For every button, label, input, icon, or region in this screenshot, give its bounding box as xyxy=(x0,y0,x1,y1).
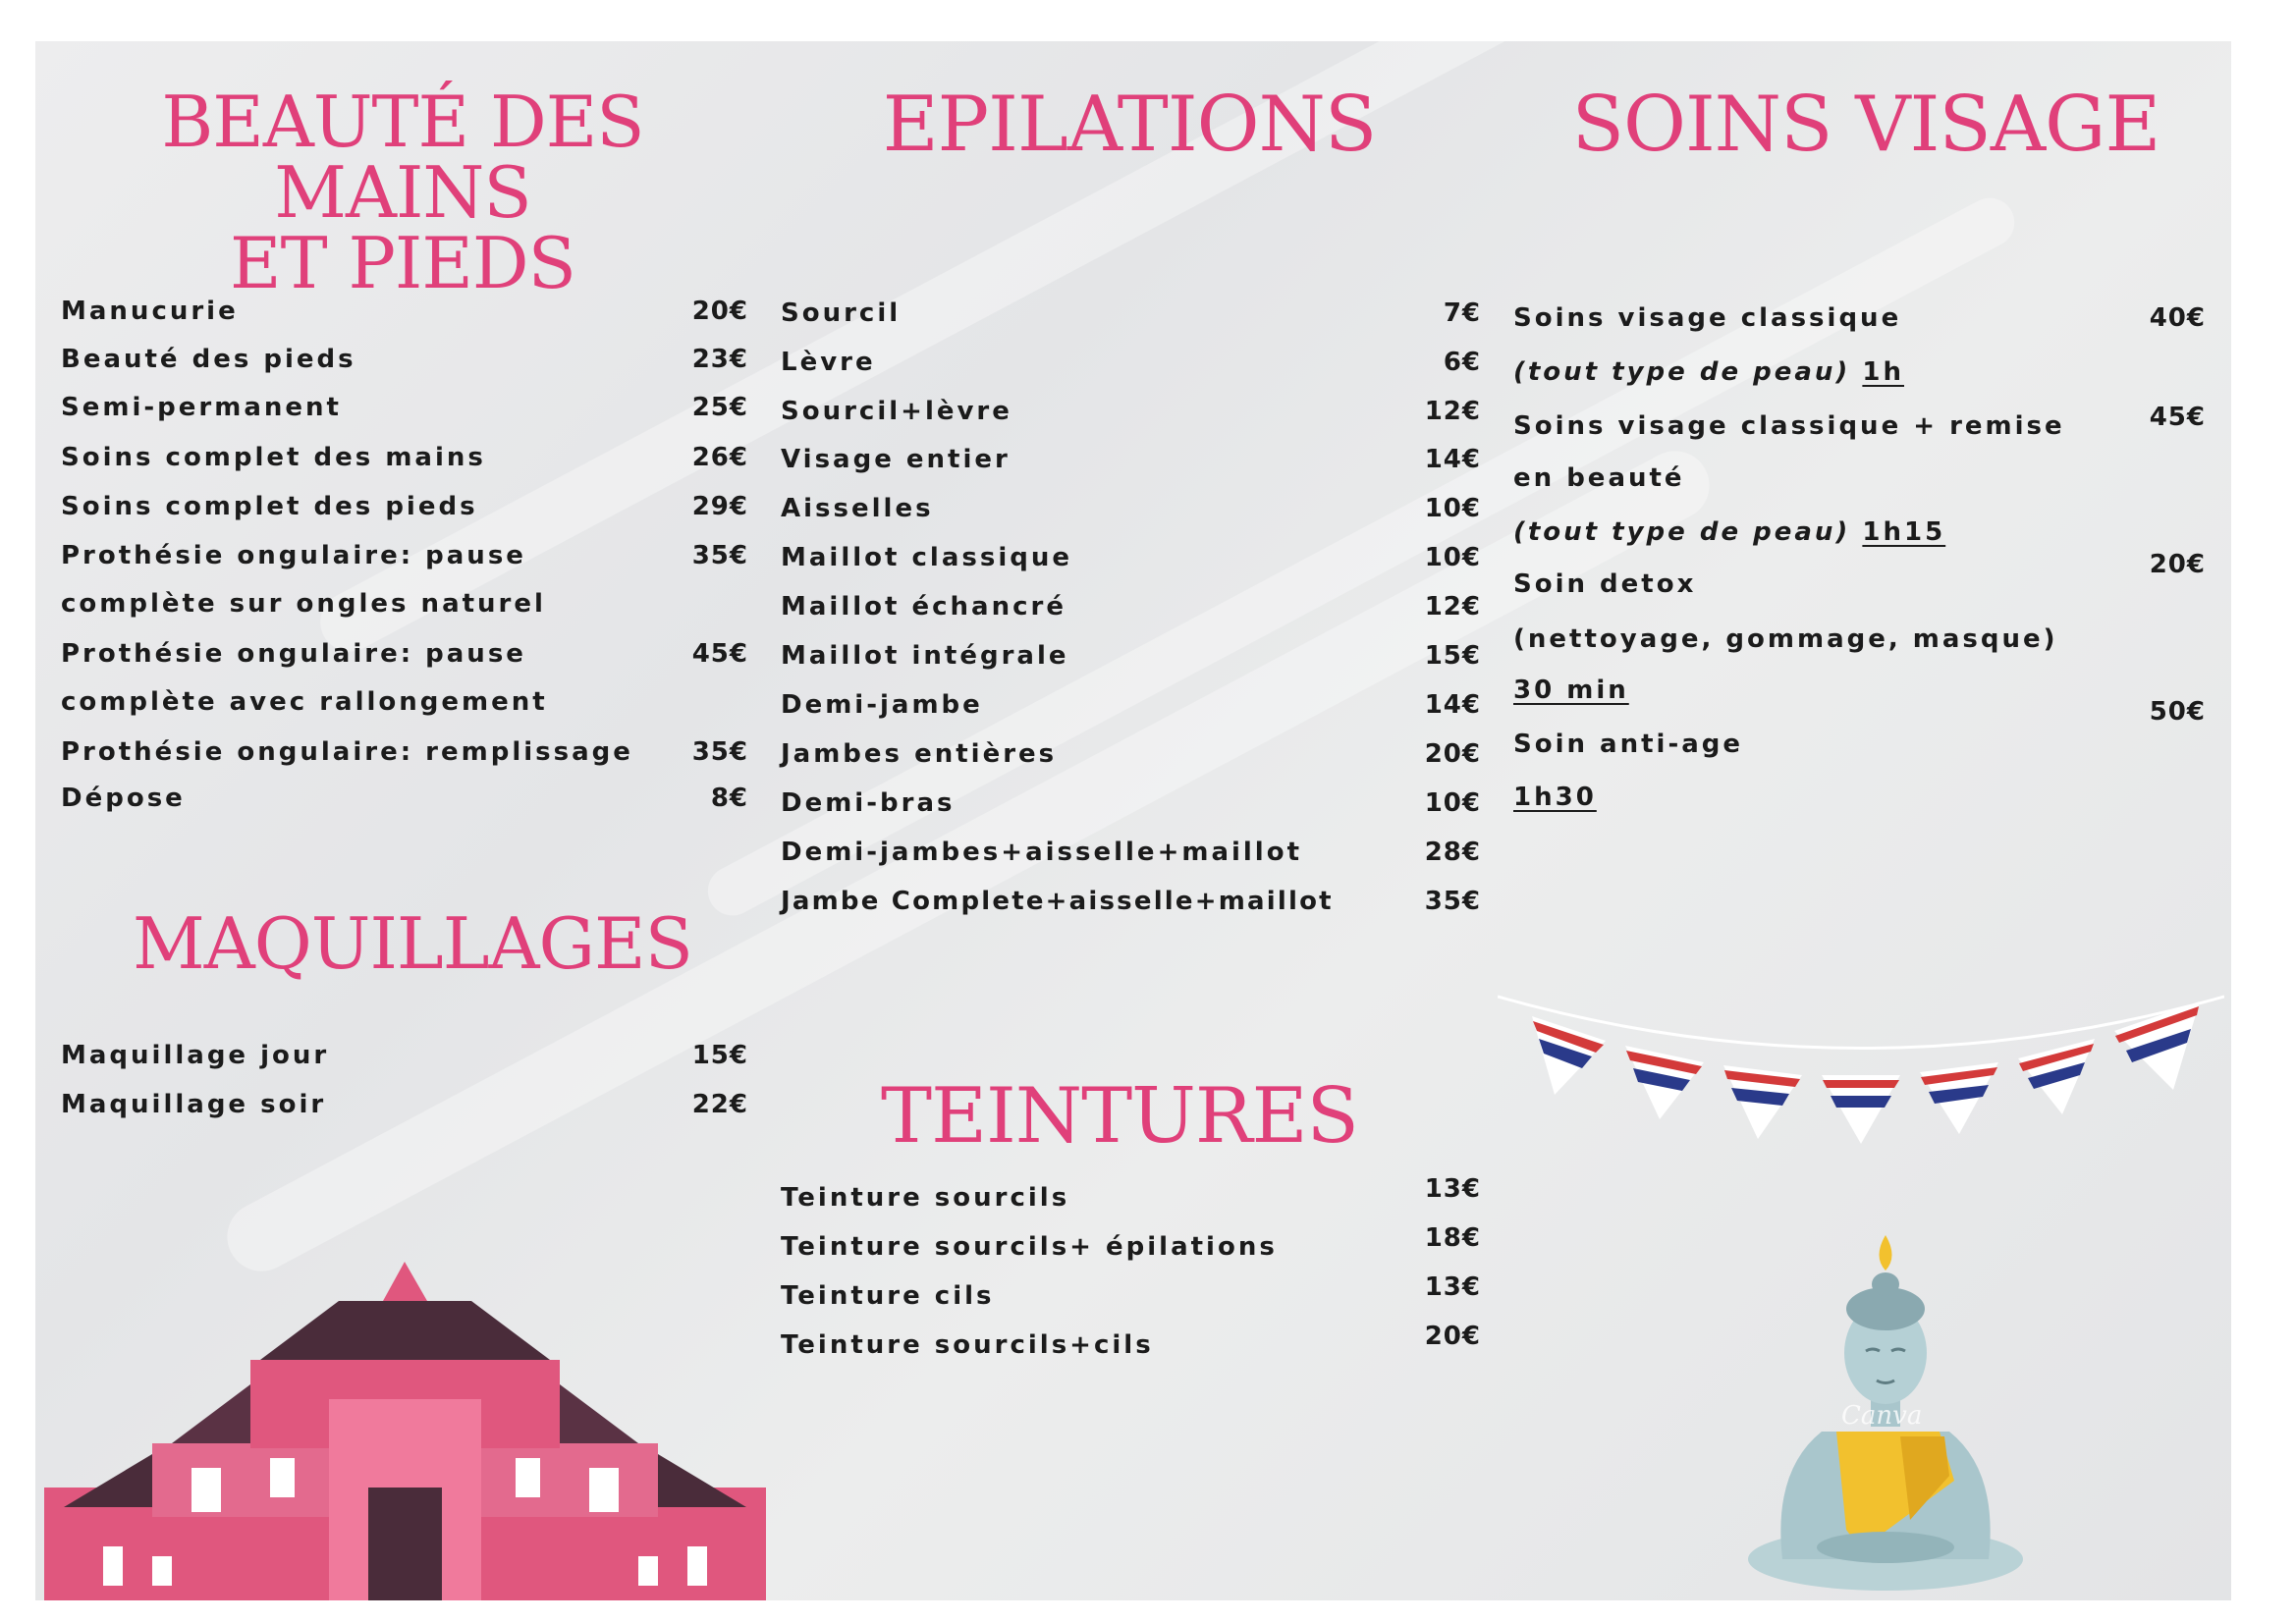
service-name: Prothésie ongulaire: pause xyxy=(61,639,526,669)
service-name: Soin detox xyxy=(1513,569,1697,599)
service-duration: 1h30 xyxy=(1513,783,1597,812)
service-name: Soins complet des mains xyxy=(61,443,486,472)
service-name: Semi-permanent xyxy=(61,393,342,422)
watermark-text: Canva xyxy=(1841,1401,1923,1431)
service-price: 15€ xyxy=(691,1041,748,1070)
service-name: Maillot échancré xyxy=(781,592,1066,622)
flag xyxy=(1822,1075,1900,1144)
service-name: Prothésie ongulaire: pause xyxy=(61,541,526,570)
service-price: 20€ xyxy=(1424,1322,1481,1351)
service-name: Sourcil+lèvre xyxy=(781,397,1012,426)
service-price: 25€ xyxy=(691,393,748,422)
service-name: Maquillage jour xyxy=(61,1041,330,1070)
service-price: 10€ xyxy=(1424,788,1481,818)
service-name: Visage entier xyxy=(781,445,1011,474)
service-detail xyxy=(1513,357,1904,387)
epilations-title: EPILATIONS xyxy=(882,81,1377,169)
service-detail: (nettoyage, gommage, masque) xyxy=(1513,624,2058,654)
service-price: 35€ xyxy=(691,541,748,570)
service-name: Aisselles xyxy=(781,494,934,523)
service-detail-text: (tout type de peau) xyxy=(1513,517,1851,547)
service-name-cont: complète avec rallongement xyxy=(61,687,548,717)
beaute-title-line2: ET PIEDS xyxy=(230,222,575,304)
service-price: 29€ xyxy=(691,492,748,521)
service-name: Soin anti-age xyxy=(1513,730,1744,759)
flag xyxy=(1532,1016,1606,1095)
service-detail-text: (tout type de peau) xyxy=(1513,357,1851,387)
service-price: 13€ xyxy=(1424,1174,1481,1204)
service-price: 12€ xyxy=(1424,397,1481,426)
maquillages-title: MAQUILLAGES xyxy=(133,902,692,985)
service-name-cont: complète sur ongles naturel xyxy=(61,589,546,619)
service-price: 20€ xyxy=(2149,550,2206,579)
service-price: 23€ xyxy=(691,345,748,374)
service-price: 45€ xyxy=(691,639,748,669)
flag xyxy=(2018,1039,2095,1114)
service-price: 35€ xyxy=(691,737,748,767)
service-duration: 1h15 xyxy=(1862,517,1946,547)
service-name: Maillot intégrale xyxy=(781,641,1069,671)
service-price: 12€ xyxy=(1424,592,1481,622)
service-name: Sourcil xyxy=(781,298,902,328)
service-name: Beauté des pieds xyxy=(61,345,356,374)
flag xyxy=(1920,1062,1998,1134)
service-name: Prothésie ongulaire: remplissage xyxy=(61,737,633,767)
service-name: Demi-bras xyxy=(781,788,956,818)
service-price: 15€ xyxy=(1424,641,1481,671)
service-name: Soins visage classique xyxy=(1513,303,1902,333)
service-name: Dépose xyxy=(61,784,186,813)
service-price: 20€ xyxy=(1424,739,1481,769)
service-name: Demi-jambe xyxy=(781,690,983,720)
temple-illustration xyxy=(44,1262,766,1600)
service-name: Jambes entières xyxy=(781,739,1058,769)
service-name: Demi-jambes+aisselle+maillot xyxy=(781,838,1303,867)
beaute-title xyxy=(39,81,766,304)
service-name: Lèvre xyxy=(781,348,876,377)
service-duration: 1h xyxy=(1862,357,1904,387)
service-name: Maillot classique xyxy=(781,543,1072,572)
service-price: 18€ xyxy=(1424,1223,1481,1253)
flag xyxy=(1723,1065,1802,1139)
service-price: 10€ xyxy=(1424,543,1481,572)
service-price: 28€ xyxy=(1424,838,1481,867)
service-detail xyxy=(1513,517,1945,547)
service-duration: 30 min xyxy=(1513,676,1629,705)
service-price: 14€ xyxy=(1424,690,1481,720)
service-price: 40€ xyxy=(2149,303,2206,333)
soins-title: SOINS VISAGE xyxy=(1571,81,2160,169)
service-name: Teinture sourcils+cils xyxy=(781,1330,1154,1360)
service-price: 10€ xyxy=(1424,494,1481,523)
bunting-flags-illustration xyxy=(1498,992,2224,1163)
flag xyxy=(1625,1046,1704,1119)
service-price: 35€ xyxy=(1424,887,1481,916)
service-price: 50€ xyxy=(2149,697,2206,727)
service-price: 22€ xyxy=(691,1090,748,1119)
service-price: 7€ xyxy=(1443,298,1481,328)
service-name: Manucurie xyxy=(61,297,239,326)
service-name: Teinture cils xyxy=(781,1281,995,1311)
service-name: Maquillage soir xyxy=(61,1090,327,1119)
service-price: 8€ xyxy=(710,784,748,813)
beaute-title-line1: BEAUTÉ DES MAINS xyxy=(161,81,644,234)
service-name: Soins visage classique + remise xyxy=(1513,411,2065,441)
service-name: Teinture sourcils+ épilations xyxy=(781,1232,1278,1262)
service-name: Jambe Complete+aisselle+maillot xyxy=(781,887,1334,916)
service-price: 14€ xyxy=(1424,445,1481,474)
service-name: Soins complet des pieds xyxy=(61,492,478,521)
service-price: 13€ xyxy=(1424,1272,1481,1302)
teintures-title: TEINTURES xyxy=(881,1072,1358,1161)
service-name: Teinture sourcils xyxy=(781,1183,1070,1213)
service-price: 6€ xyxy=(1443,348,1481,377)
buddha-illustration xyxy=(1743,1235,2028,1594)
service-price: 26€ xyxy=(691,443,748,472)
service-price: 45€ xyxy=(2149,403,2206,432)
service-price: 20€ xyxy=(691,297,748,326)
service-name-cont: en beauté xyxy=(1513,463,1685,493)
